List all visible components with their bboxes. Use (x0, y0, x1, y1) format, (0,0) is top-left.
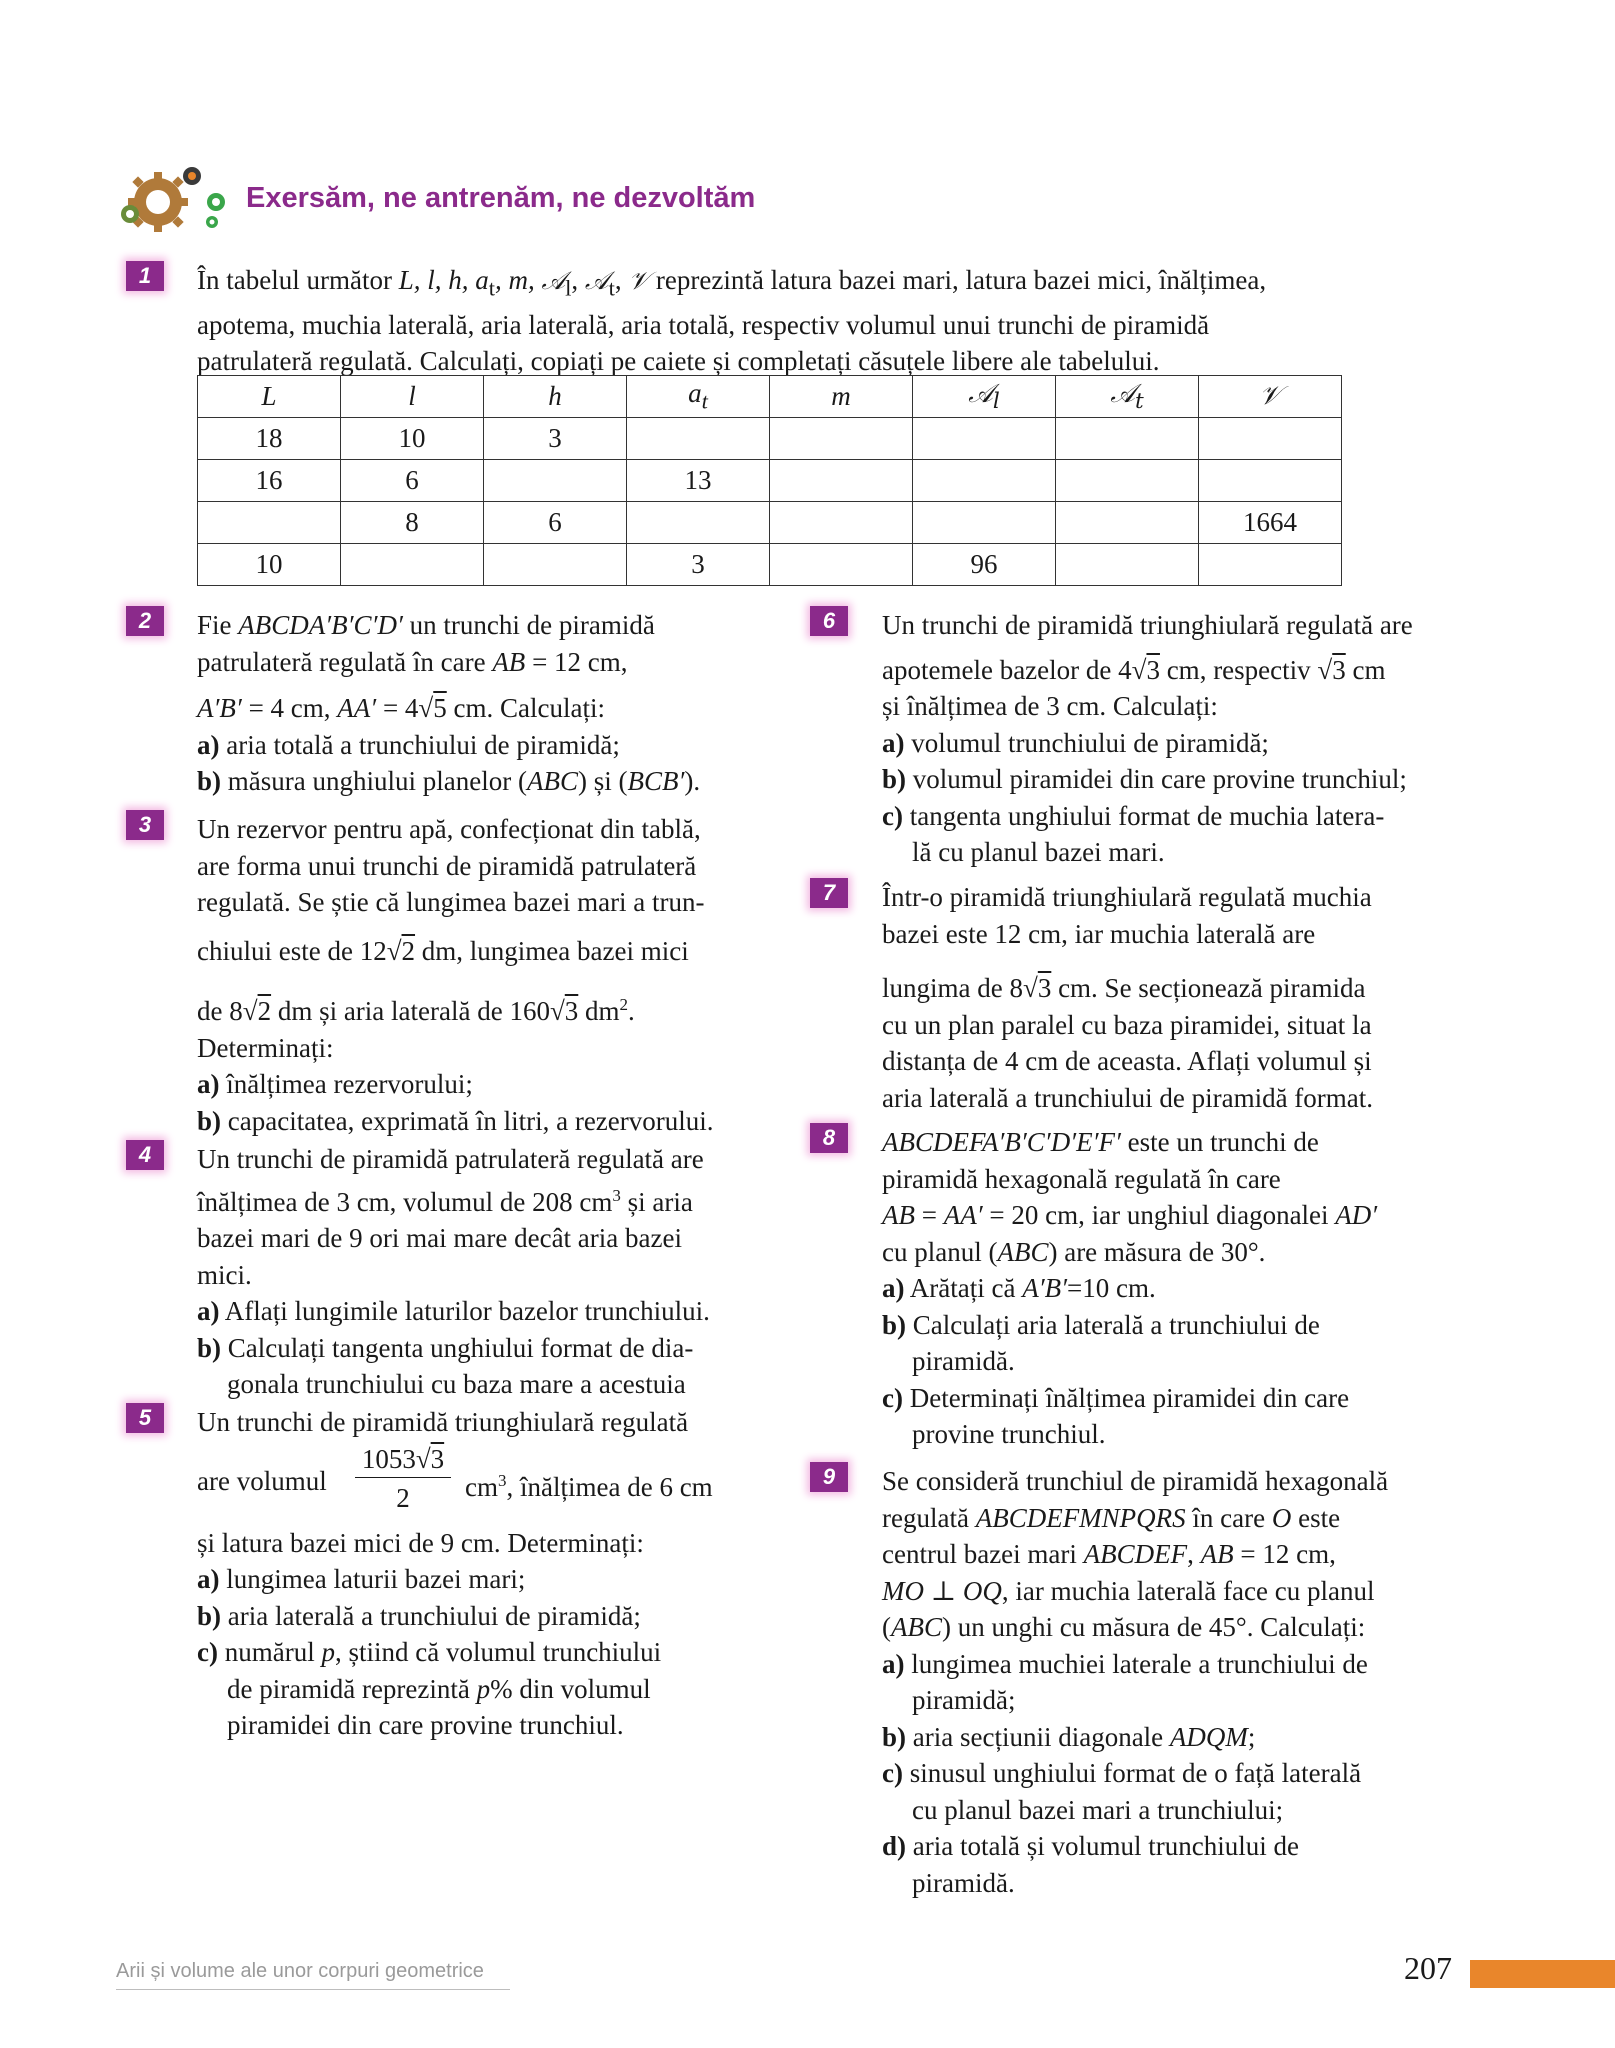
exercise-1-line-2: apotema, muchia laterală, aria laterală, aria totală, respectiv volumul unui trunchi de piramidă (197, 309, 1210, 340)
exercise-number-9: 9 (810, 1462, 848, 1492)
text: reprezintă latura bazei mari, latura bazei mici, înălțimea, (655, 265, 1267, 295)
text: = 4 cm, (248, 693, 331, 723)
text: tangenta unghiului format de muchia latera- (909, 800, 1385, 831)
text: b) (882, 764, 907, 794)
table-header (341, 376, 484, 418)
subitem-b (197, 763, 700, 800)
line: și latura bazei mici de 9 cm. Determinați: (197, 1527, 644, 1558)
text: 3 (1146, 654, 1160, 685)
line: Într-o piramidă triunghiulară regulată muchia (882, 882, 1372, 912)
separator: , (614, 265, 629, 295)
line: piramidă; (912, 1685, 1016, 1715)
line: cu planul bazei mari a trunchiului; (912, 1794, 1284, 1825)
text: c) (882, 1758, 903, 1788)
line: piramidă hexagonală regulată în care (882, 1163, 1281, 1194)
text: 2 (401, 935, 416, 966)
text: a) (197, 1069, 220, 1099)
exercise-3 (197, 811, 714, 1139)
subitem-b (197, 1103, 714, 1140)
area-symbol: 𝒜 (584, 266, 609, 295)
text: b) (197, 1105, 222, 1136)
text: t (701, 388, 708, 414)
text: 3 (498, 1470, 507, 1490)
variables: L, l, h, a (398, 265, 489, 295)
table-cell (1199, 544, 1342, 586)
text: ABC (891, 1612, 942, 1642)
text: sinusul unghiului format de o față laterală (909, 1758, 1362, 1788)
table-cell (770, 418, 913, 460)
exercise-8 (882, 1124, 1377, 1453)
text: volumul trunchiului de piramidă; (911, 727, 1269, 758)
subitem-a (197, 727, 700, 764)
line (197, 607, 700, 644)
line: provine trunchiul. (912, 1419, 1106, 1449)
text: înălțimea rezervorului; (226, 1069, 473, 1099)
page-accent-bar (1470, 1960, 1615, 1988)
line: piramidă. (912, 1346, 1015, 1376)
subitem-d (882, 1828, 1388, 1865)
subitem-b (197, 1330, 710, 1367)
table-cell (484, 460, 627, 502)
text: ABCDA′B′C′D′ (238, 610, 403, 640)
text: Arătați că (909, 1273, 1016, 1303)
line: Un trunchi de piramidă triunghiulară regulată (197, 1407, 689, 1437)
text: ABC (997, 1236, 1049, 1267)
text: este un trunchi de (1127, 1127, 1319, 1157)
text: dm (585, 996, 620, 1026)
text: AB (1200, 1539, 1234, 1569)
text: ADQM (1169, 1721, 1248, 1752)
line: are forma unui trunchi de piramidă patrulateră (197, 850, 697, 881)
text: 2 (257, 996, 272, 1026)
text: cu planul ( (882, 1236, 998, 1267)
text: a) (882, 727, 905, 758)
text: numărul (224, 1637, 315, 1667)
line (197, 1671, 688, 1708)
exercise-1-line-1 (197, 262, 1266, 307)
text: înălțimea de 3 cm, volumul de 208 cm (197, 1186, 613, 1217)
table-cell (1199, 460, 1342, 502)
text: h (548, 381, 562, 411)
text: AA′ (943, 1200, 983, 1230)
text: m (831, 381, 851, 411)
text: în care (1192, 1502, 1266, 1533)
exercise-number-3: 3 (126, 810, 164, 840)
text: AD′ (1335, 1200, 1378, 1230)
table-cell (770, 502, 913, 544)
text: , știind că volumul trunchiului (334, 1637, 662, 1667)
subitem-c (882, 798, 1413, 835)
line (882, 1124, 1377, 1161)
table-cell: 3 (627, 544, 770, 586)
subitem-a (197, 1293, 710, 1330)
line (197, 1441, 713, 1525)
table-row (198, 502, 1342, 544)
exercise-4 (197, 1141, 710, 1403)
table-cell: 10 (198, 544, 341, 586)
line: cu un plan paralel cu baza piramidei, situat la (882, 1009, 1372, 1040)
text: L (261, 381, 277, 411)
area-symbol: 𝒜 (541, 266, 566, 295)
text: ; (1247, 1721, 1256, 1752)
table-header (484, 376, 627, 418)
line: de 8√2 dm și aria laterală de 160√3 $dm^2$. (197, 995, 635, 1026)
text: OQ (962, 1575, 1002, 1606)
text: 𝒱 (1259, 381, 1281, 411)
line: piramidei din care provine trunchiul. (227, 1710, 624, 1740)
line (882, 1609, 1388, 1646)
subitem-b (882, 761, 1413, 798)
table-cell: 1664 (1199, 502, 1342, 544)
table-cell: 16 (198, 460, 341, 502)
line: Se consideră trunchiul de piramidă hexagonală (882, 1466, 1389, 1496)
subitem-c (882, 1755, 1388, 1792)
table-cell (627, 502, 770, 544)
text: = 12 cm, (1240, 1539, 1336, 1569)
text: b) (197, 766, 222, 796)
text: . (628, 996, 635, 1026)
text: 𝒜 (968, 378, 993, 409)
line: Un trunchi de piramidă triunghiulară regulată are (882, 610, 1413, 640)
text: de piramidă reprezintă (227, 1673, 470, 1704)
text: Fie (197, 610, 232, 640)
line: Un trunchi de piramidă patrulateră regulată are (197, 1144, 704, 1174)
text: b) (197, 1332, 222, 1363)
text: = 12 cm, (532, 646, 628, 677)
table-header (1056, 376, 1199, 418)
subitem-b (882, 1719, 1388, 1756)
table-cell (913, 460, 1056, 502)
text: Calculați aria laterală a trunchiului de (912, 1309, 1320, 1340)
text: 3 (1332, 654, 1346, 685)
text: ABCDEF (1083, 1539, 1188, 1569)
gears-icon (116, 158, 236, 238)
text: regulată (882, 1502, 969, 1533)
text: a) (197, 1296, 220, 1326)
text: cm. Se secționează piramida (1058, 973, 1366, 1003)
text: ABCDEFA′B′C′D′E′F′ (882, 1127, 1121, 1157)
variables: , m, (494, 265, 542, 295)
separator: , (571, 265, 585, 295)
text: b) (882, 1309, 907, 1340)
subitem-b (197, 1598, 688, 1635)
text: p (476, 1673, 491, 1704)
text: aria totală a trunchiului de piramidă; (226, 729, 620, 760)
exercise-7 (882, 879, 1373, 1116)
text: lungimea muchiei laterale a trunchiului de (911, 1648, 1368, 1679)
text: l (408, 381, 416, 411)
table-cell (1056, 418, 1199, 460)
subitem-a (882, 725, 1413, 762)
text: capacitatea, exprimată în litri, a rezervorului. (227, 1105, 714, 1136)
table-cell (913, 418, 1056, 460)
text: volumul piramidei din care provine trunchiul; (912, 764, 1407, 794)
subitem-a (882, 1646, 1388, 1683)
text: este (1298, 1502, 1341, 1533)
section-title: Exersăm, ne antrenăm, ne dezvoltăm (246, 182, 756, 214)
subscript: t (488, 275, 495, 301)
line: distanța de 4 cm de aceasta. Aflați volumul și (882, 1046, 1372, 1076)
exercise-5 (197, 1404, 713, 1744)
exercise-number-2: 2 (126, 606, 164, 636)
text: cm (1352, 654, 1386, 685)
table-cell: 18 (198, 418, 341, 460)
table-header-row (198, 376, 1342, 418)
text: 1053 (361, 1443, 416, 1474)
text: lungima de 8 (882, 973, 1023, 1003)
text: % din volumul (490, 1673, 651, 1704)
text: ) și ( (577, 766, 628, 796)
text: 𝒜 (1110, 378, 1135, 409)
text: c) (882, 800, 903, 831)
text: t (1134, 389, 1144, 415)
table-cell (1056, 460, 1199, 502)
line (197, 644, 700, 681)
table-cell (1056, 502, 1199, 544)
text: p (321, 1637, 335, 1667)
table-header (770, 376, 913, 418)
text: a) (882, 1273, 905, 1303)
table-cell (913, 502, 1056, 544)
exercise-number-1: 1 (126, 261, 164, 291)
table-cell: 10 (341, 418, 484, 460)
page-number: 207 (1404, 1950, 1452, 1986)
text: MO (882, 1575, 924, 1606)
exercise-6 (882, 607, 1413, 871)
line (882, 1573, 1388, 1610)
footer-chapter: Arii și volume ale unor corpuri geometrice (116, 1960, 510, 1990)
table-cell (484, 544, 627, 586)
text: patrulateră regulată în care (197, 646, 486, 677)
exercise-1 (197, 262, 1266, 380)
text: ) un unghi cu măsura de 45°. Calculați: (942, 1612, 1366, 1642)
line: gonala trunchiului cu baza mare a acestuia (227, 1369, 686, 1399)
text: a) (197, 729, 220, 760)
text: apotemele bazelor de 4 (882, 654, 1132, 685)
text: lungimea laturii bazei mari; (226, 1564, 526, 1594)
table-cell (770, 544, 913, 586)
text: = (921, 1200, 937, 1230)
text: , (1187, 1539, 1194, 1569)
text: aria secțiunii diagonale (912, 1721, 1164, 1752)
exercise-1-line-3: patrulateră regulată. Calculați, copiați pe caiete și completați căsuțele libere ale tabelului. (197, 346, 1160, 377)
line (882, 1500, 1388, 1537)
line: apotemele bazelor de 4√3 cm, respectiv √3 cm (882, 654, 1386, 685)
table-cell: 8 (341, 502, 484, 544)
table-cell: 96 (913, 544, 1056, 586)
line: și înălțimea de 3 cm. Calculați: (882, 691, 1218, 721)
line: lungima de 8√3 cm. Se secționează piramida (882, 973, 1366, 1003)
exercise-number-6: 6 (810, 606, 848, 636)
text: de 8 (197, 996, 243, 1026)
text: aria laterală a trunchiului de piramidă; (227, 1600, 641, 1631)
line (882, 1234, 1377, 1271)
line: Un rezervor pentru apă, confecționat din tablă, (197, 814, 701, 844)
radicand: 5 (433, 693, 447, 723)
line: bazei este 12 cm, iar muchia laterală are (882, 918, 1316, 949)
text: A′B′ (1022, 1273, 1068, 1303)
line: lă cu planul bazei mari. (912, 837, 1165, 867)
text: cm (465, 1471, 498, 1502)
table-row (198, 418, 1342, 460)
line: chiului este de 12√2 dm, lungimea bazei mici (197, 935, 689, 966)
text: 3 (430, 1443, 445, 1474)
text: cm, respectiv (1166, 654, 1311, 685)
exercise-9 (882, 1463, 1388, 1901)
text: , înălțimea de 6 cm (506, 1471, 713, 1502)
exercise-number-5: 5 (126, 1403, 164, 1433)
fraction: 1053√3 2 (355, 1441, 451, 1518)
line: bazei mari de 9 ori mai mare decât aria bazei (197, 1223, 682, 1253)
table-row (198, 544, 1342, 586)
subitem-a (197, 1561, 688, 1598)
line: regulată. Se știe că lungimea bazei mari a trun- (197, 887, 705, 917)
text: dm, lungimea bazei mici (421, 935, 689, 966)
exercise-number-8: 8 (810, 1123, 848, 1153)
table-cell (1056, 544, 1199, 586)
subitem-a (197, 1066, 714, 1103)
table-cell (1199, 418, 1342, 460)
text: ABC (526, 766, 578, 796)
table-cell: 13 (627, 460, 770, 502)
text: măsura unghiului planelor ( (227, 766, 527, 796)
exercise-2 (197, 607, 700, 800)
text: 2 (396, 1482, 410, 1513)
exercise-number-7: 7 (810, 878, 848, 908)
line: Determinați: (197, 1032, 334, 1063)
text: a (688, 378, 702, 409)
line: mici. (197, 1259, 252, 1290)
text: a) (197, 1564, 220, 1594)
table-header (913, 376, 1056, 418)
line: aria laterală a trunchiului de piramidă format. (882, 1082, 1374, 1113)
table-cell: 6 (341, 460, 484, 502)
text: are volumul (197, 1465, 327, 1496)
text: și aria (627, 1186, 693, 1217)
text: ( (882, 1612, 891, 1642)
text: d) (882, 1831, 907, 1861)
text: c) (197, 1637, 218, 1667)
line (197, 1178, 710, 1221)
exercise-number-4: 4 (126, 1140, 164, 1170)
text: b) (882, 1721, 907, 1752)
text: aria totală și volumul trunchiului de (912, 1831, 1299, 1861)
table-header (627, 376, 770, 418)
text: AA′ (337, 693, 377, 723)
text: cm. Calculați: (453, 693, 605, 723)
text: AB (882, 1200, 915, 1230)
line (882, 1536, 1388, 1573)
subitem-b (882, 1307, 1377, 1344)
table-header (1199, 376, 1342, 418)
table-cell (341, 544, 484, 586)
text: a) (882, 1648, 905, 1679)
text: O (1271, 1502, 1292, 1533)
table-cell (198, 502, 341, 544)
text: ABCDEFMNPQRS (975, 1502, 1186, 1533)
table-header (198, 376, 341, 418)
subitem-c (882, 1380, 1377, 1417)
table-cell (770, 460, 913, 502)
text: Determinați înălțimea piramidei din care (909, 1382, 1350, 1413)
text: ) are măsura de 30°. (1048, 1236, 1266, 1267)
text: 3 (564, 996, 579, 1026)
subscript: l (565, 275, 572, 301)
subitem-c (197, 1634, 688, 1671)
text: ⊥ (930, 1575, 957, 1606)
line: piramidă. (912, 1867, 1015, 1898)
text: 3 (612, 1185, 621, 1205)
table-cell: 6 (484, 502, 627, 544)
volume-symbol: 𝒱 (628, 266, 650, 295)
text: AB (492, 646, 526, 677)
text: 3 (1037, 973, 1052, 1003)
text: = 4 (382, 693, 419, 723)
text: centrul bazei mari (882, 1539, 1077, 1569)
text: = 20 cm, iar unghiul diagonalei (989, 1200, 1329, 1230)
text: BCB′ (627, 766, 685, 796)
text: În tabelul următor (197, 265, 392, 295)
text: chiului este de 12 (197, 935, 387, 966)
text: , iar muchia laterală face cu planul (1001, 1575, 1375, 1606)
text: =10 cm. (1067, 1273, 1156, 1303)
table-cell: 3 (484, 418, 627, 460)
text: Aflați lungimile laturilor bazelor trunchiului. (224, 1296, 710, 1326)
subitem-a (882, 1270, 1377, 1307)
line (882, 1197, 1377, 1234)
text: Calculați tangenta unghiului format de dia- (227, 1332, 694, 1363)
subscript: t (608, 275, 615, 301)
text: dm și aria laterală de 160 (277, 996, 550, 1026)
data-table (197, 375, 1342, 586)
text: A′B′ (197, 693, 242, 723)
table-cell (627, 418, 770, 460)
table-row (198, 460, 1342, 502)
text: ). (684, 766, 701, 796)
text: l (992, 389, 1000, 415)
text: b) (197, 1600, 222, 1631)
line: A′B′ = 4 cm, AA′ = 4√5 cm. Calculați: (197, 693, 605, 723)
text: 2 (619, 995, 629, 1014)
text: c) (882, 1382, 903, 1413)
text: un trunchi de piramidă (409, 610, 655, 640)
